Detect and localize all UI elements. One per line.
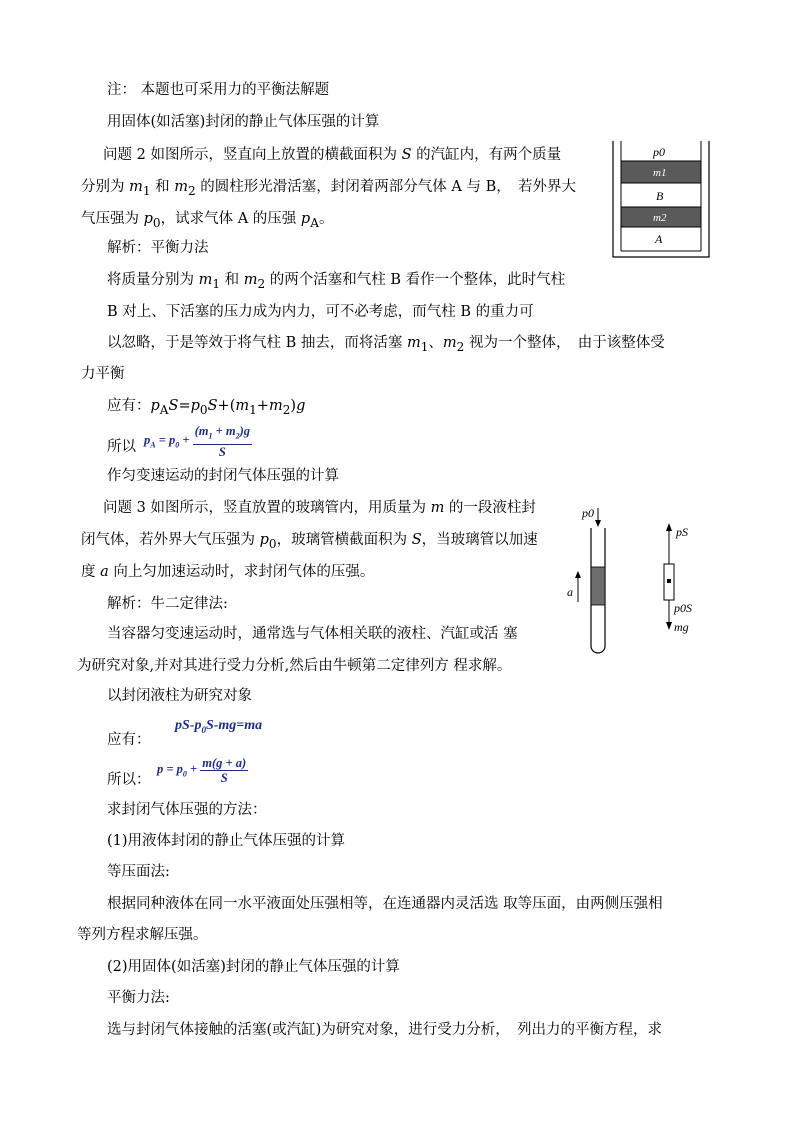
problem3-line2: 闭气体，若外界大气压强为 $p_0$，玻璃管横截面积为 S，当玻璃管以加速 <box>81 532 538 551</box>
formula2: $p = p_0$ + $\frac{m(g + a)}{S}$ <box>157 756 247 785</box>
note-line: 注： 本题也可采用力的平衡法解题 <box>107 82 330 98</box>
method1-text2: 等列方程求解压强。 <box>77 927 208 943</box>
problem3-line1: 问题 3 如图所示，竖直放置的玻璃管内，用质量为 m 的一段液柱封 <box>103 500 536 516</box>
problem2-line1: 问题 2 如图所示，竖直向上放置的横截面积为 S 的汽缸内，有两个质量 <box>103 147 562 163</box>
para1-line4: 力平衡 <box>81 366 125 382</box>
fig1-label-A: A <box>655 232 663 246</box>
fig3-label-mg: mg <box>674 620 689 634</box>
para2-line1: 当容器匀变速运动时，通常选与气体相关联的液柱、汽缸或活 塞 <box>107 626 518 642</box>
solution3-title: 解析：牛二定律法: <box>107 596 228 612</box>
fig1-label-m2: m2 <box>653 212 667 224</box>
para1-line3: 以忽略，于是等效于将气柱 B 抽去，而将活塞 $m_1$、$m_2$ 视为一个整体， 由于该整体受 <box>107 335 665 354</box>
problem2-line3: 气压强为 $p_0$，试求气体 A 的压强 $p_A$。 <box>81 211 334 230</box>
fig3-label-p0S: p0S <box>674 601 692 615</box>
method1-name: 等压面法: <box>107 864 170 880</box>
method2-name: 平衡力法: <box>107 990 170 1006</box>
method1-text1: 根据同种液体在同一水平液面处压强相等，在连通器内灵活选 取等压面，由两侧压强相 <box>107 896 663 912</box>
problem2-line2: 分别为 $m_1$ 和 $m_2$ 的圆柱形光滑活塞，封闭着两部分气体 A 与 B， 若外界大 <box>81 179 577 198</box>
fig1-label-m1: m1 <box>653 167 667 179</box>
formula2-fraction: $\frac{m(g + a)}{S}$ <box>202 756 247 785</box>
fig1-label-p0: p0 <box>653 145 665 159</box>
method2-text1: 选与封闭气体接触的活塞(或汽缸)为研究对象，进行受力分析， 列出力的平衡方程，求 <box>107 1022 663 1038</box>
method2-title: (2)用固体(如活塞)封闭的静止气体压强的计算 <box>107 959 400 975</box>
heading-solid-piston: 用固体(如活塞)封闭的静止气体压强的计算 <box>107 114 380 130</box>
para1-line1: 将质量分别为 $m_1$ 和 $m_2$ 的两个活塞和气柱 B 看作一个整体，此时气柱 <box>107 272 566 291</box>
eq2-prefix: 应有： <box>107 732 151 748</box>
para2-line3: 以封闭液柱为研究对象 <box>107 688 252 704</box>
equation2: $pS-p_0S-mg=ma$ <box>175 718 263 735</box>
solution2-title: 解析：平衡力法 <box>107 240 209 256</box>
methods-title: 求封闭气体压强的方法： <box>107 802 267 818</box>
so1-label: 所以 <box>107 439 136 455</box>
formula1-fraction: $\frac{(m_1 + m_2)g}{S}$ <box>194 424 251 459</box>
problem3-line3: 度 a 向上匀加速运动时，求封闭气体的压强。 <box>81 564 375 580</box>
formula1: $p_A = p_0$ + $\frac{(m_1 + m_2)g}{S}$ <box>144 424 251 459</box>
force-diagram <box>652 518 712 638</box>
equation1-line: 应有：$p_AS=p_0S+(m_1+m_2)g$ <box>107 398 306 417</box>
para2-line2: 为研究对象,并对其进行受力分析,然后由牛顿第二定律列方 程求解。 <box>77 658 512 674</box>
heading-accelerated: 作匀变速运动的封闭气体压强的计算 <box>107 468 339 484</box>
cylinder-figure <box>611 141 711 259</box>
so2-label: 所以： <box>107 772 151 788</box>
glass-tube-figure <box>562 500 622 660</box>
para1-line2: B 对上、下活塞的压力成为内力，可不必考虑，而气柱 B 的重力可 <box>107 304 534 320</box>
fig3-label-pS: pS <box>676 525 688 539</box>
fig2-label-a: a <box>567 585 573 599</box>
fig1-label-B: B <box>656 189 664 203</box>
fig2-label-p0: p0 <box>582 506 594 520</box>
method1-title: (1)用液体封闭的静止气体压强的计算 <box>107 833 346 849</box>
